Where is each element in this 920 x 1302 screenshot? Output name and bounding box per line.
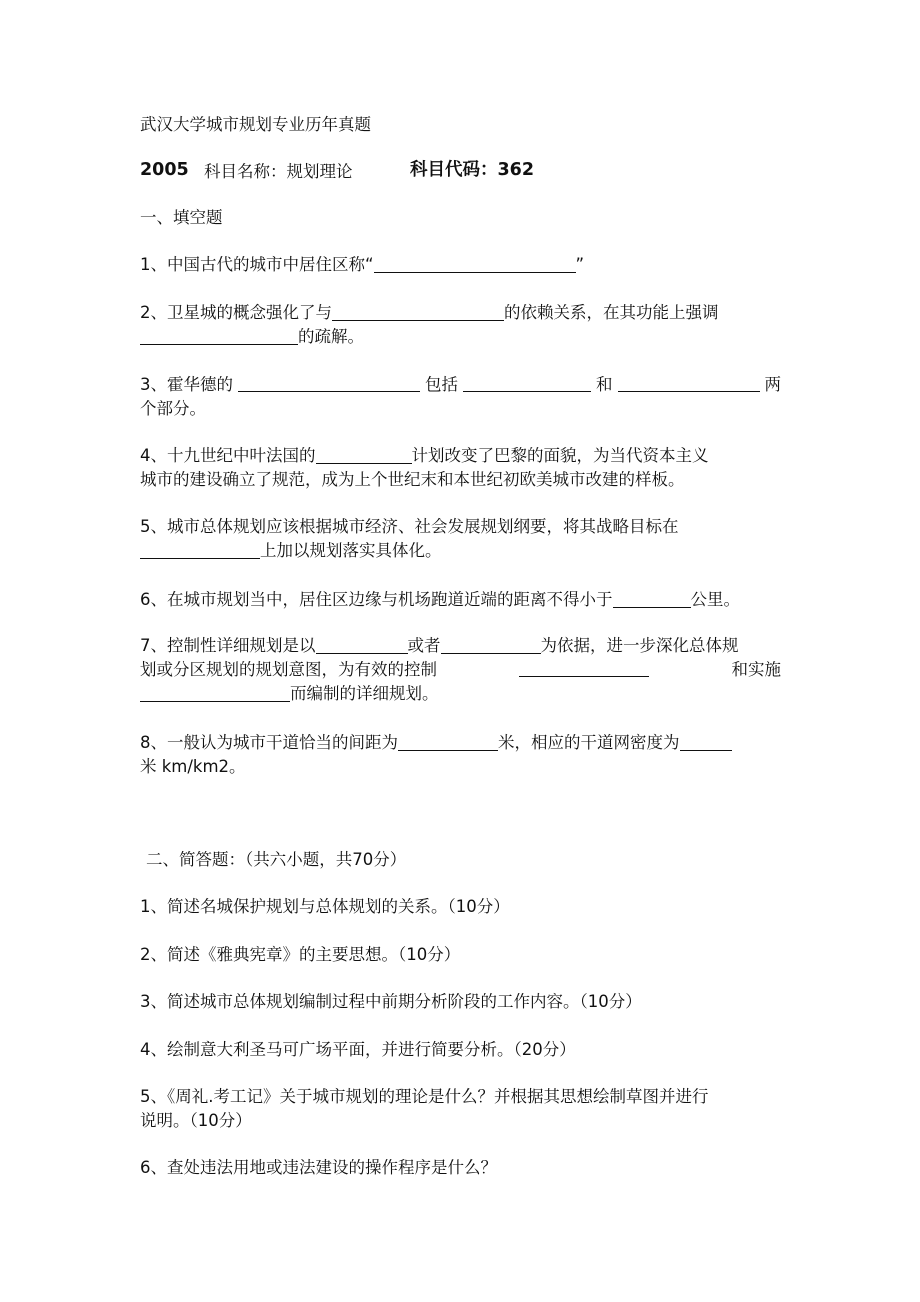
question-7-line-3: 而编制的详细规划。 [140, 684, 439, 704]
subject-name: 科目名称：规划理论 [204, 162, 353, 181]
exam-year: 2005 [140, 160, 189, 180]
question-2-line-1: 2、卫星城的概念强化了与 的依赖关系，在其功能上强调 [140, 303, 719, 322]
document-title: 武汉大学城市规划专业历年真题 [140, 115, 371, 134]
short-question-1: 1、简述名城保护规划与总体规划的关系。（10分） [140, 897, 510, 916]
short-question-2: 2、简述《雅典宪章》的主要思想。（10分） [140, 945, 461, 964]
question-7-line-2: 划或分区规划的规划意图，为有效的控制 和实施 [140, 660, 781, 679]
question-2-line-2: 的疏解。 [140, 327, 364, 347]
question-8-line-1: 8、一般认为城市干道恰当的间距为 米，相应的干道网密度为 [140, 733, 732, 753]
question-4-line-1: 4、十九世纪中叶法国的 计划改变了巴黎的面貌，为当代资本主义 [140, 446, 709, 465]
section-heading-fill-blank: 一、填空题 [140, 208, 223, 227]
question-5-line-1: 5、城市总体规划应该根据城市经济、社会发展规划纲要，将其战略目标在 [140, 517, 679, 536]
question-6: 6、在城市规划当中，居住区边缘与机场跑道近端的距离不得小于 公里。 [140, 590, 740, 609]
subject-code: 科目代码：362 [410, 160, 535, 180]
question-4-line-2: 城市的建设确立了规范，成为上个世纪末和本世纪初欧美城市改建的样板。 [140, 470, 685, 489]
section-heading-short-answer: 二、简答题：（共六小题，共70分） [146, 850, 407, 869]
question-1: 1、中国古代的城市中居住区称“ ” [140, 255, 585, 274]
short-question-6: 6、查处违法用地或违法建设的操作程序是什么？ [140, 1158, 497, 1177]
short-question-4: 4、绘制意大利圣马可广场平面，并进行简要分析。（20分） [140, 1040, 576, 1059]
question-3-line-1: 3、霍华德的 包括 和 两 [140, 375, 781, 394]
short-question-5-line-2: 说明。（10分） [140, 1111, 252, 1130]
short-question-3: 3、简述城市总体规划编制过程中前期分析阶段的工作内容。（10分） [140, 992, 642, 1011]
question-5-line-2: 上加以规划落实具体化。 [140, 541, 442, 561]
short-question-5-line-1: 5、《周礼.考工记》关于城市规划的理论是什么？并根据其思想绘制草图并进行 [140, 1087, 709, 1106]
question-8-line-2: 米 km/km2。 [140, 757, 246, 776]
question-7-line-1: 7、控制性详细规划是以 或者 为依据，进一步深化总体规 [140, 636, 739, 655]
question-3-line-2: 个部分。 [140, 399, 206, 418]
